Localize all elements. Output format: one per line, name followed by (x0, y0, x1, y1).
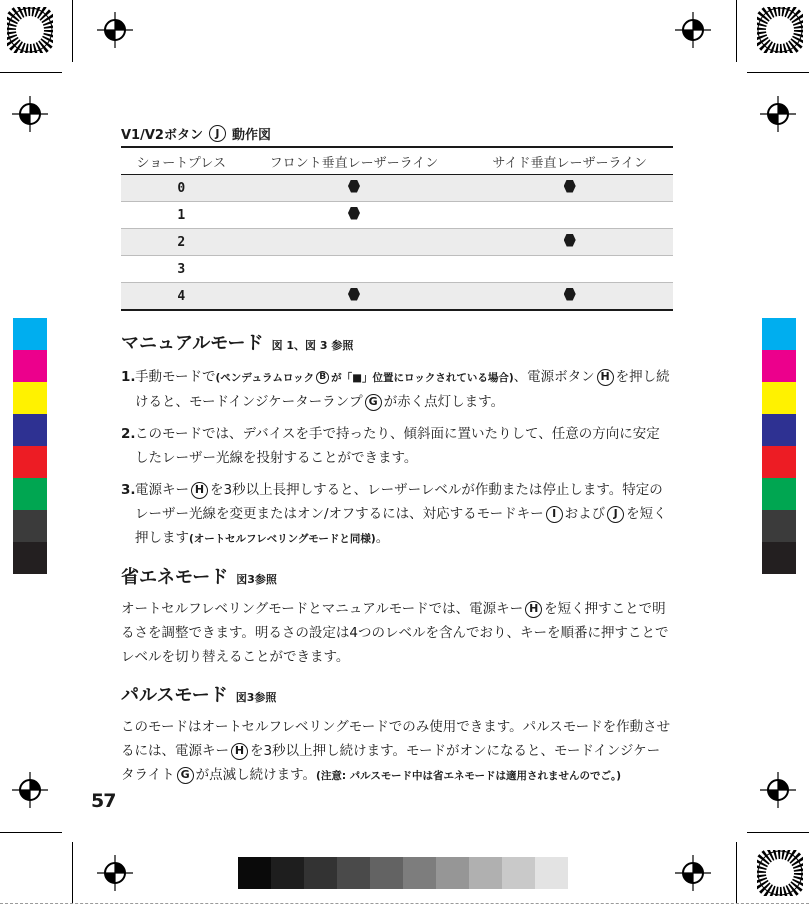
on-indicator-icon (348, 180, 360, 193)
color-swatch (13, 478, 47, 510)
color-swatch (762, 446, 796, 478)
registration-mark-icon (675, 12, 711, 48)
operation-table (121, 146, 673, 311)
crop-mark (0, 72, 62, 73)
side-line-cell (466, 175, 673, 202)
button-h-icon: H (597, 369, 614, 386)
manual-mode-heading (121, 329, 673, 355)
button-h-icon: H (191, 482, 208, 499)
on-indicator-icon (564, 180, 576, 193)
gray-swatch (403, 857, 436, 889)
text-run: (オートセルフレベリングモードと同様) (189, 533, 376, 545)
registration-mark-icon (12, 96, 48, 132)
color-swatch (762, 414, 796, 446)
press-count: 0 (121, 175, 242, 202)
figure-reference: 図 1、図 3 参照 (271, 339, 354, 352)
pulse-mode-heading (121, 681, 673, 707)
text-run: を押し続けると、モードインジケーターランプ (135, 369, 670, 410)
gray-swatch (304, 857, 337, 889)
color-swatch (13, 414, 47, 446)
registration-mark-icon (97, 12, 133, 48)
crop-mark (72, 0, 73, 62)
text-run: が赤く点灯します。 (383, 394, 505, 410)
press-count: 4 (121, 283, 242, 311)
table-title-suffix: 動作図 (231, 127, 271, 143)
star-target-icon (757, 850, 803, 896)
item-number: 1. (121, 369, 136, 385)
button-h-icon: H (525, 601, 542, 618)
button-h-icon: H (231, 743, 248, 760)
button-g-icon: G (177, 767, 194, 784)
star-target-icon (7, 7, 53, 53)
text-run: を短く押すことで明るさを調整できます。明るさの設定は4つのレベルを含んでおり、キーを順番に押すことでレベルを切り替えることができます。 (121, 601, 669, 665)
star-target-icon (757, 7, 803, 53)
heading-text: パルスモード (121, 685, 228, 706)
gray-swatch (271, 857, 304, 889)
text-run: (ペンデュラムロック (215, 372, 315, 384)
figure-reference: 図3参照 (235, 691, 277, 704)
figure-reference: 図3参照 (236, 573, 277, 586)
press-count: 1 (121, 202, 242, 229)
on-indicator-icon (348, 207, 360, 220)
list-item (121, 422, 673, 470)
color-swatch (13, 446, 47, 478)
registration-mark-icon (675, 855, 711, 891)
gray-swatch (337, 857, 370, 889)
color-swatch (762, 510, 796, 542)
button-j-icon: J (607, 506, 624, 523)
table-row (121, 256, 673, 283)
gray-swatch (502, 857, 535, 889)
page-number: 57 (91, 790, 116, 812)
registration-mark-icon (760, 96, 796, 132)
front-line-cell (242, 256, 467, 283)
item-text (135, 478, 673, 551)
button-j-icon: J (209, 125, 226, 142)
gray-swatch (238, 857, 271, 889)
button-g-icon: G (365, 394, 382, 411)
text-run: を3秒以上押し続けます。モードがオンになると、モードインジケータライト (121, 743, 661, 783)
heading-text: マニュアルモード (121, 333, 264, 354)
color-swatch (13, 542, 47, 574)
on-indicator-icon (564, 288, 576, 301)
on-indicator-icon (564, 234, 576, 247)
gray-swatch (535, 857, 568, 889)
table-title (121, 120, 673, 146)
crop-mark (736, 842, 737, 904)
column-header: サイド垂直レーザーライン (466, 147, 673, 175)
crop-mark (72, 842, 73, 904)
registration-mark-icon (97, 855, 133, 891)
text-run: 手動モードで (135, 369, 216, 385)
crop-mark (0, 832, 62, 833)
item-text: このモードでは、デバイスを手で持ったり、傾斜面に置いたりして、任意の方向に安定したレーザー光線を投射することができます。 (135, 426, 660, 466)
pulse-mode-paragraph (121, 715, 673, 788)
color-swatch (13, 382, 47, 414)
color-swatch (762, 542, 796, 574)
item-number: 2. (121, 426, 136, 442)
text-run: オートセルフレベリングモードとマニュアルモードでは、電源キー (121, 601, 524, 617)
item-text (135, 365, 673, 414)
registration-mark-icon (760, 772, 796, 808)
text-run: 電源キー (135, 482, 189, 498)
side-line-cell (466, 202, 673, 229)
table-title-prefix: V1/V2ボタン (121, 127, 203, 143)
crop-mark (747, 72, 809, 73)
gray-ramp-bar (238, 857, 568, 889)
color-swatch (762, 318, 796, 350)
on-indicator-icon (348, 288, 360, 301)
eco-mode-heading (121, 563, 673, 589)
note-text: (注意: パルスモード中は省エネモードは適用されませんのでご。) (316, 770, 622, 782)
text-run: を短く押します (135, 506, 667, 546)
side-line-cell (466, 229, 673, 256)
color-swatch (13, 350, 47, 382)
column-header: フロント垂直レーザーライン (242, 147, 467, 175)
table-row (121, 202, 673, 229)
list-item (121, 365, 673, 414)
color-swatch (13, 510, 47, 542)
heading-text: 省エネモード (121, 567, 229, 588)
side-line-cell (466, 256, 673, 283)
press-count: 3 (121, 256, 242, 283)
gray-swatch (370, 857, 403, 889)
crop-mark (747, 832, 809, 833)
gray-swatch (436, 857, 469, 889)
table-row (121, 229, 673, 256)
front-line-cell (242, 283, 467, 311)
color-swatch (762, 478, 796, 510)
eco-mode-paragraph (121, 597, 673, 669)
table-row (121, 283, 673, 311)
color-swatch (762, 382, 796, 414)
text-run: 、電源ボタン (513, 369, 595, 385)
button-b-icon: B (316, 371, 329, 384)
color-bar-right (762, 318, 796, 574)
text-run: 。 (375, 530, 390, 546)
color-swatch (13, 318, 47, 350)
button-i-icon: I (546, 506, 563, 523)
text-run: および (564, 506, 606, 522)
gray-swatch (469, 857, 502, 889)
color-swatch (762, 350, 796, 382)
front-line-cell (242, 175, 467, 202)
text-run: このモードはオートセルフレベリングモードでのみ使用できます。パルスモードを作動させるには、電源キー (121, 719, 671, 759)
front-line-cell (242, 229, 467, 256)
table-row (121, 175, 673, 202)
press-count: 2 (121, 229, 242, 256)
color-bar-left (13, 318, 47, 574)
item-number: 3. (121, 482, 136, 498)
side-line-cell (466, 283, 673, 311)
page-content (121, 120, 673, 788)
text-run: が「■」位置にロックされている場合) (331, 372, 514, 384)
crop-mark (736, 0, 737, 62)
list-item (121, 478, 673, 551)
text-run: が点滅し続けます。 (195, 767, 317, 783)
column-header: ショートプレス (121, 147, 242, 175)
text-run: を3秒以上長押しすると、レーザーレベルが作動または停止します。特定のレーザー光線を変更またはオン/オフするには、対応するモードキー (135, 482, 663, 522)
front-line-cell (242, 202, 467, 229)
registration-mark-icon (12, 772, 48, 808)
